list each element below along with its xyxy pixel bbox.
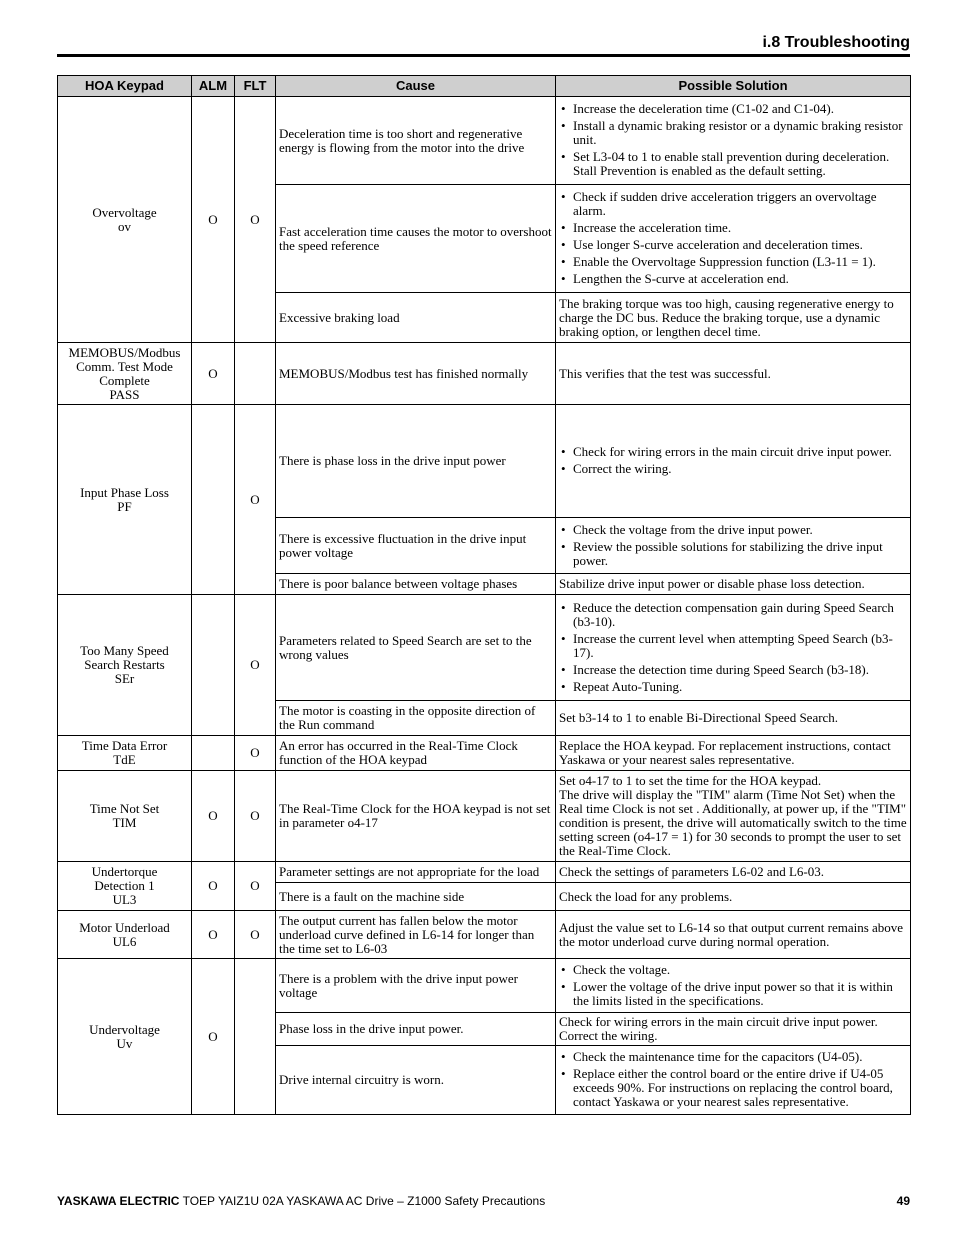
bullet-icon: • (561, 961, 566, 977)
keypad-cell: Overvoltage ov (58, 97, 192, 343)
bullet-icon: • (561, 978, 566, 994)
troubleshooting-table (57, 75, 911, 1115)
solution-item (559, 119, 907, 147)
solution-item-text: Increase the acceleration time. (573, 220, 732, 235)
solution-cell: This verifies that the test was successful. (556, 343, 911, 405)
solution-item-text: Lower the voltage of the drive input power so that it is within the limits listed in the specifications. (573, 978, 893, 1008)
bullet-icon: • (561, 630, 566, 646)
solution-item-text: Check the maintenance time for the capacitors (U4-05). (573, 1049, 863, 1064)
solution-item (559, 1067, 907, 1109)
flt-cell: O (235, 97, 276, 343)
keypad-cell: Undertorque Detection 1 UL3 (58, 862, 192, 911)
solution-item-text: Replace either the control board or the entire drive if U4-05 exceeds 90%. For instructions on replacing the control board, contact Yaskawa or your nearest sales representative. (573, 1066, 893, 1109)
solution-item (559, 445, 907, 459)
footer-doc-title: TOEP YAIZ1U 02A YASKAWA AC Drive – Z1000 Safety Precautions (179, 1194, 546, 1208)
solution-cell: Stabilize drive input power or disable phase loss detection. (556, 574, 911, 595)
cause-cell: Parameter settings are not appropriate for the load (276, 862, 556, 883)
solution-list (559, 102, 907, 178)
bullet-icon: • (561, 444, 566, 459)
solution-item (559, 680, 907, 694)
cause-cell: Phase loss in the drive input power. (276, 1013, 556, 1046)
solution-item (559, 150, 907, 178)
solution-item-text: Increase the detection time during Speed Search (b3-18). (573, 661, 869, 677)
cause-cell: The Real-Time Clock for the HOA keypad is not set in parameter o4-17 (276, 771, 556, 862)
solution-cell (556, 595, 911, 701)
solution-item-text: Install a dynamic braking resistor or a dynamic braking resistor unit. (573, 118, 903, 147)
bullet-icon: • (561, 661, 566, 677)
alm-cell: O (192, 343, 235, 405)
solution-item-text: Set L3-04 to 1 to enable stall prevention during deceleration. Stall Prevention is enabled as the default setting. (573, 149, 890, 178)
column-header: HOA Keypad (58, 76, 192, 97)
alm-cell: O (192, 97, 235, 343)
table-row (58, 405, 911, 518)
header-rule (57, 54, 910, 57)
solution-item-text: Increase the current level when attempting Speed Search (b3-17). (573, 630, 893, 660)
solution-item (559, 601, 907, 629)
cause-cell: Excessive braking load (276, 293, 556, 343)
table-row (58, 343, 911, 405)
solution-cell: Check the load for any problems. (556, 883, 911, 911)
solution-item (559, 1050, 907, 1064)
keypad-cell: Input Phase Loss PF (58, 405, 192, 595)
solution-item-text: Check the voltage from the drive input power. (573, 521, 813, 537)
keypad-cell: Motor Underload UL6 (58, 911, 192, 959)
section-title: i.8 Troubleshooting (762, 34, 910, 51)
solution-item-text: Correct the wiring. (573, 461, 672, 476)
solution-item-text: Check if sudden drive acceleration triggers an overvoltage alarm. (573, 189, 877, 218)
solution-item-text: Lengthen the S-curve at acceleration end. (573, 271, 789, 286)
solution-cell: Check the settings of parameters L6-02 and L6-03. (556, 862, 911, 883)
solution-cell (556, 518, 911, 574)
alm-cell: O (192, 771, 235, 862)
cause-cell: There is a fault on the machine side (276, 883, 556, 911)
solution-cell (556, 97, 911, 185)
table-body (58, 97, 911, 1115)
alm-cell (192, 595, 235, 736)
alm-cell: O (192, 862, 235, 911)
keypad-cell: Undervoltage Uv (58, 959, 192, 1115)
keypad-cell: Too Many Speed Search Restarts SEr (58, 595, 192, 736)
column-header: ALM (192, 76, 235, 97)
solution-list (559, 601, 907, 694)
cause-cell: There is excessive fluctuation in the drive input power voltage (276, 518, 556, 574)
keypad-cell: MEMOBUS/Modbus Comm. Test Mode Complete PASS (58, 343, 192, 405)
bullet-icon: • (561, 461, 566, 476)
cause-cell: The output current has fallen below the motor underload curve defined in L6-14 for longer than the time set to L6-03 (276, 911, 556, 959)
table-row (58, 959, 911, 1013)
cause-cell: There is phase loss in the drive input power (276, 405, 556, 518)
flt-cell: O (235, 736, 276, 771)
flt-cell (235, 343, 276, 405)
flt-cell: O (235, 771, 276, 862)
bullet-icon: • (561, 1066, 566, 1081)
solution-item (559, 190, 907, 218)
bullet-icon: • (561, 118, 566, 133)
keypad-cell: Time Not Set TIM (58, 771, 192, 862)
solution-item (559, 632, 907, 660)
solution-cell: Set o4-17 to 1 to set the time for the HOA keypad. The drive will display the "TIM" alarm (Time Not Set) when the Real time Clock is not set . Additionally, at power up, if the "TIM" condition is present, the drive will automatically switch to the time setting screen (o4-17 = 1) for 30 seconds to prompt the user to set the Real-Time Clock. (556, 771, 911, 862)
solution-list (559, 523, 907, 568)
cause-cell: Fast acceleration time causes the motor to overshoot the speed reference (276, 185, 556, 293)
bullet-icon: • (561, 149, 566, 164)
solution-cell (556, 959, 911, 1013)
table-row (58, 862, 911, 883)
solution-item (559, 238, 907, 252)
flt-cell: O (235, 405, 276, 595)
alm-cell: O (192, 911, 235, 959)
flt-cell (235, 959, 276, 1115)
solution-cell (556, 405, 911, 518)
keypad-cell: Time Data Error TdE (58, 736, 192, 771)
flt-cell: O (235, 862, 276, 911)
bullet-icon: • (561, 254, 566, 269)
cause-cell: An error has occurred in the Real-Time Clock function of the HOA keypad (276, 736, 556, 771)
solution-item-text: Check the voltage. (573, 961, 671, 977)
column-header: Possible Solution (556, 76, 911, 97)
bullet-icon: • (561, 599, 566, 615)
cause-cell: MEMOBUS/Modbus test has finished normally (276, 343, 556, 405)
solution-item (559, 523, 907, 537)
cause-cell: The motor is coasting in the opposite direction of the Run command (276, 701, 556, 736)
solution-item-text: Enable the Overvoltage Suppression function (L3-11 = 1). (573, 254, 876, 269)
solution-cell (556, 185, 911, 293)
bullet-icon: • (561, 189, 566, 204)
column-header: Cause (276, 76, 556, 97)
solution-item (559, 102, 907, 116)
solution-cell: The braking torque was too high, causing regenerative energy to charge the DC bus. Reduce the braking torque, use a dynamic braking option, or lengthen decel time. (556, 293, 911, 343)
flt-cell: O (235, 595, 276, 736)
solution-item-text: Increase the deceleration time (C1-02 and C1-04). (573, 101, 834, 116)
solution-item-text: Repeat Auto-Tuning. (573, 678, 683, 694)
bullet-icon: • (561, 271, 566, 286)
table-row (58, 911, 911, 959)
cause-cell: There is poor balance between voltage phases (276, 574, 556, 595)
solution-cell: Replace the HOA keypad. For replacement instructions, contact Yaskawa or your nearest sales representative. (556, 736, 911, 771)
table-row (58, 97, 911, 185)
bullet-icon: • (561, 237, 566, 252)
bullet-icon: • (561, 220, 566, 235)
solution-list (559, 1050, 907, 1109)
solution-item (559, 963, 907, 977)
alm-cell: O (192, 959, 235, 1115)
solution-item-text: Use longer S-curve acceleration and deceleration times. (573, 237, 863, 252)
table-row (58, 595, 911, 701)
alm-cell (192, 736, 235, 771)
footer-doc (57, 1194, 545, 1208)
solution-list (559, 445, 907, 476)
solution-item (559, 272, 907, 286)
column-header: FLT (235, 76, 276, 97)
solution-cell: Adjust the value set to L6-14 so that output current remains above the motor underload curve during normal operation. (556, 911, 911, 959)
solution-cell: Set b3-14 to 1 to enable Bi-Directional Speed Search. (556, 701, 911, 736)
solution-item-text: Review the possible solutions for stabilizing the drive input power. (573, 538, 883, 568)
solution-cell (556, 1046, 911, 1115)
solution-item (559, 540, 907, 568)
solution-item (559, 255, 907, 269)
page-number: 49 (896, 1194, 910, 1208)
bullet-icon: • (561, 678, 566, 694)
solution-item (559, 663, 907, 677)
solution-list (559, 963, 907, 1008)
bullet-icon: • (561, 521, 566, 537)
table-row (58, 771, 911, 862)
solution-item (559, 980, 907, 1008)
solution-list (559, 190, 907, 286)
flt-cell: O (235, 911, 276, 959)
bullet-icon: • (561, 1049, 566, 1064)
cause-cell: Drive internal circuitry is worn. (276, 1046, 556, 1115)
solution-cell: Check for wiring errors in the main circuit drive input power. Correct the wiring. (556, 1013, 911, 1046)
cause-cell: Parameters related to Speed Search are set to the wrong values (276, 595, 556, 701)
cause-cell: Deceleration time is too short and regenerative energy is flowing from the motor into the drive (276, 97, 556, 185)
table-header-row (58, 76, 911, 97)
footer-company: YASKAWA ELECTRIC (57, 1194, 180, 1208)
solution-item-text: Check for wiring errors in the main circuit drive input power. (573, 444, 892, 459)
solution-item (559, 462, 907, 476)
table-row (58, 736, 911, 771)
alm-cell (192, 405, 235, 595)
cause-cell: There is a problem with the drive input power voltage (276, 959, 556, 1013)
bullet-icon: • (561, 538, 566, 554)
bullet-icon: • (561, 101, 566, 116)
solution-item (559, 221, 907, 235)
solution-item-text: Reduce the detection compensation gain during Speed Search (b3-10). (573, 599, 894, 629)
